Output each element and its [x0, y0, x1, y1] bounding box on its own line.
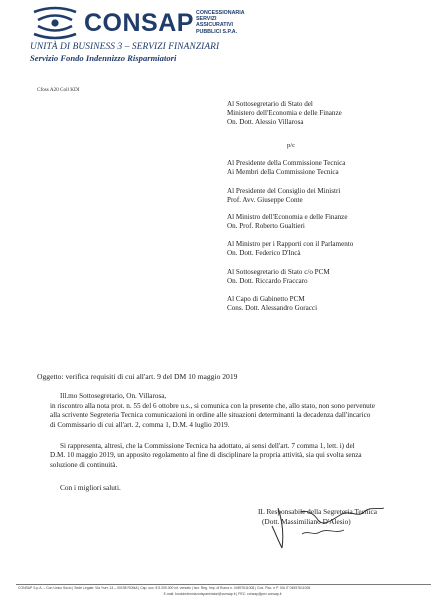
- footer-company-info: CONSAP S.p.A. – Con Unico Socio | Sede Legale: Via Yser, 14 – 00198 ROMA | Cap. soc. € 5.200.000 int. versato | Iscr. Reg. Imp. di Roma n. 04597611008 | Cod. Fisc. e P. IVA IT 04597611008: [18, 586, 311, 590]
- paragraph-line: D.M. 10 maggio 2019, un apposito regolamento al fine di disciplinare la propria attività, sia qui svolta senza: [50, 451, 362, 460]
- signatory-title: IL Responsabile della Segreteria Tecnica: [258, 507, 378, 516]
- paragraph-2: [50, 442, 420, 470]
- addressee-line: Al Ministro per i Rapporti con il Parlamento: [227, 240, 354, 248]
- paragraph-1: [50, 402, 420, 430]
- addressee-primary: [227, 100, 342, 127]
- protocol-code: Cfoss A20 Coll KDI: [37, 87, 80, 93]
- paragraph-line: soluzione di continuità.: [50, 460, 118, 469]
- addressee-line: Ministero dell'Economia e delle Finanze: [227, 109, 342, 117]
- addressee-line: Al Capo di Gabinetto PCM: [227, 295, 305, 303]
- paragraph-line: alla scrivente Segreteria Tecnica comunicazioni in ordine alle situazioni determinanti la decadenza dall'incarico: [50, 411, 371, 420]
- addressee-line: On. Dott. Alessio Villarosa: [227, 118, 304, 126]
- signatory-name: (Dott. Massimiliano D'Alesio): [262, 517, 351, 526]
- addressee-line: On. Dott. Riccardo Fraccaro: [227, 277, 308, 285]
- letter-subject: Oggetto: verifica requisiti di cui all'art. 9 del DM 10 maggio 2019: [37, 372, 238, 381]
- service-name: Servizio Fondo Indennizzo Risparmiatori: [30, 53, 177, 63]
- business-unit: UNITÀ DI BUSINESS 3 – SERVIZI FINANZIARI: [30, 42, 220, 52]
- logo-wordmark: CONSAP: [84, 9, 194, 37]
- addressee-line: Cons. Dott. Alessandro Goracci: [227, 304, 318, 312]
- addressee-line: On. Prof. Roberto Gualtieri: [227, 222, 305, 230]
- addressee-line: Al Sottosegretario di Stato del: [227, 100, 313, 108]
- addressee-group: [227, 295, 317, 313]
- consap-logo: [30, 6, 245, 42]
- addressee-line: Ai Membri della Commissione Tecnica: [227, 168, 339, 176]
- footer-contacts: E-mail: fondoindennizzorisparmiatori@consap.it | PEC: consap@pec.consap.it: [163, 592, 282, 596]
- addressee-line: Al Ministro dell'Economia e delle Finanze: [227, 213, 348, 221]
- salutation-text: Ill.mo Sottosegretario, On. Villarosa,: [60, 392, 167, 400]
- per-conoscenza: p/c: [287, 142, 296, 149]
- closing: Con i migliori saluti.: [60, 483, 121, 492]
- paragraph-line: in riscontro alla nota prot. n. 55 del 6 ottobre u.s., si comunica con la presente che, allo stato, non sono pervenute: [50, 402, 375, 410]
- addressee-group: [227, 159, 345, 177]
- footer-divider: [16, 584, 431, 585]
- addressee-line: Al Presidente del Consiglio dei Ministri: [227, 187, 341, 195]
- logo-subtitle-line: SERVIZI: [196, 16, 217, 23]
- addressee-line: On. Dott. Federico D'Incà: [227, 249, 301, 257]
- paragraph-line: di Commissario di cui all'art. 2, comma 1, D.M. 4 luglio 2019.: [50, 420, 230, 429]
- addressee-line: Al Presidente della Commissione Tecnica: [227, 159, 346, 167]
- addressee-group: [227, 213, 347, 231]
- salutation: [60, 392, 430, 401]
- logo-subtitle-line: ASSICURATIVI: [196, 22, 233, 29]
- logo-subtitle-line: CONCESSIONARIA: [196, 10, 245, 16]
- addressee-group: [227, 240, 353, 258]
- addressee-line: Al Sottosegretario di Stato c/o PCM: [227, 268, 330, 276]
- addressee-group: [227, 187, 340, 205]
- logo-subtitle: [196, 10, 256, 35]
- paragraph-line: Si rappresenta, altresì, che la Commissione Tecnica ha adottato, ai sensi dell'art. 7 comma 1, lett. i) del: [60, 442, 355, 450]
- addressee-line: Prof. Avv. Giuseppe Conte: [227, 196, 303, 204]
- consap-logo-mark-icon: [30, 6, 80, 40]
- logo-subtitle-line: PUBBLICI S.P.A.: [196, 28, 238, 35]
- addressee-group: [227, 268, 330, 286]
